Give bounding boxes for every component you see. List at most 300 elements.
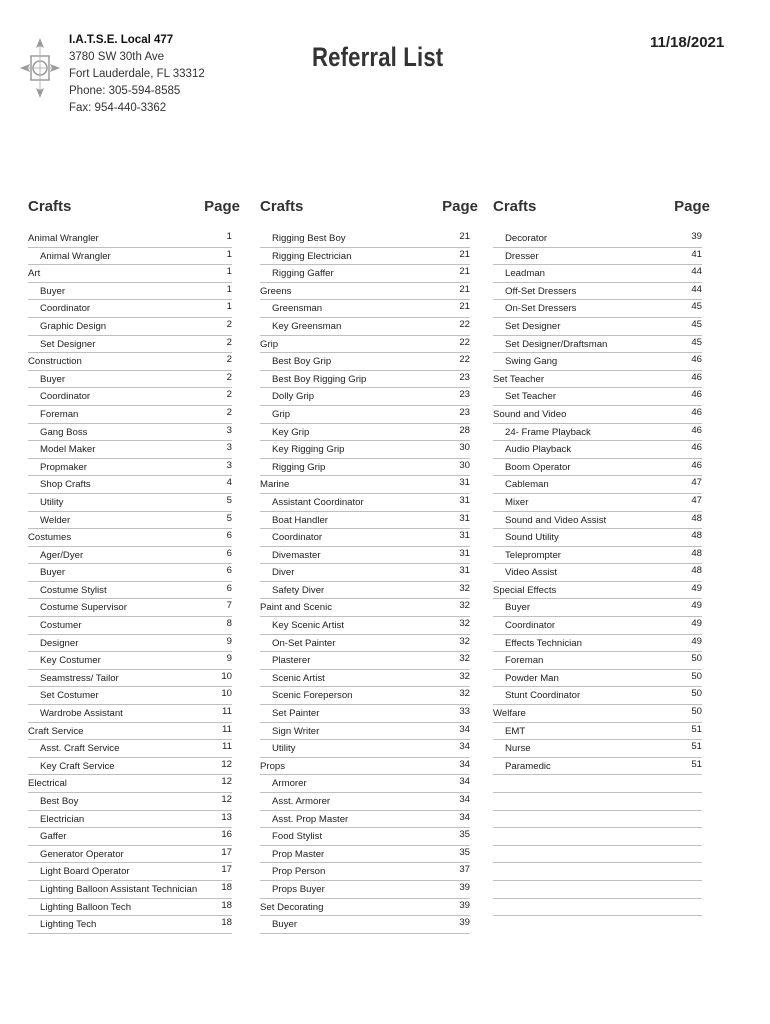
craft-label: Prop Person [272,866,326,878]
craft-row [493,670,702,688]
page-number: 12 [221,776,232,788]
craft-label: Art [28,268,41,280]
craft-row [28,388,232,406]
page-number: 23 [459,389,470,401]
craft-label: Graphic Design [40,320,107,332]
page-number: 21 [459,283,470,295]
craft-row [260,635,470,653]
page-number: 48 [691,547,702,559]
craft-row [260,388,470,406]
page-number: 41 [691,248,702,260]
craft-row [28,863,232,881]
craft-label: Cableman [505,479,549,491]
craft-row [260,687,470,705]
page-number: 46 [691,406,702,418]
craft-label: Grip [260,338,279,350]
craft-label: Asst. Armorer [272,796,331,807]
craft-label: Rigging Electrician [272,250,352,262]
craft-label: Designer [40,637,79,649]
craft-label: 24- Frame Playback [505,426,591,438]
craft-row [493,687,702,705]
craft-label: Coordinator [505,620,556,632]
craft-label: Best Boy Grip [272,356,332,368]
page-number: 51 [691,723,702,735]
page-number: 2 [226,389,232,401]
page-number: 23 [459,406,470,418]
page-number: 34 [459,776,470,788]
craft-label: Video Assist [505,567,558,579]
page-number: 48 [691,530,702,542]
crafts-heading: Crafts [260,198,304,215]
page-number: 50 [691,670,702,682]
page-number: 31 [459,547,470,559]
department-row [260,476,470,494]
page-number: 6 [226,547,232,559]
organization-info [69,32,205,117]
page-heading: Page [442,198,478,215]
page-number: 12 [221,794,232,805]
craft-label: Greens [260,285,292,297]
page-heading: Page [204,198,240,215]
craft-label: Gaffer [40,831,67,843]
craft-row [493,758,702,776]
page-number: 31 [459,530,470,542]
department-row [28,353,232,371]
page-number: 22 [459,354,470,366]
craft-label: Decorator [505,233,548,244]
page-number: 2 [226,354,232,366]
craft-label: Buyer [40,567,66,579]
craft-row [28,336,232,354]
page-number: 45 [691,301,702,313]
blank-row [493,846,702,864]
craft-label: Special Effects [493,584,557,596]
craft-label: Grip [272,408,291,420]
craft-row [28,318,232,336]
craft-row [28,564,232,582]
craft-label: Greensman [272,303,323,315]
craft-row [493,564,702,582]
craft-row [260,353,470,371]
craft-row [260,547,470,565]
craft-row [493,617,702,635]
crafts-list [28,230,232,934]
craft-row [493,300,702,318]
page-number: 34 [459,794,470,805]
craft-label: Coordinator [40,391,91,403]
craft-label: Food Stylist [272,831,323,843]
craft-row [28,916,232,934]
craft-label: Marine [260,479,290,491]
craft-row [260,617,470,635]
craft-row [493,599,702,617]
crafts-column-2 [260,196,478,931]
craft-row [493,512,702,530]
department-row [28,723,232,741]
page-number: 1 [226,248,232,260]
craft-row [493,494,702,512]
craft-label: Foreman [40,408,79,420]
page-number: 47 [691,477,702,489]
page-number: 2 [226,406,232,418]
craft-row [260,881,470,899]
craft-label: Set Designer/Draftsman [505,338,608,350]
craft-row [28,424,232,442]
page-number: 35 [459,846,470,858]
craft-row [493,230,702,248]
craft-label: Craft Service [28,725,84,737]
craft-row [260,863,470,881]
page-number: 34 [459,723,470,735]
craft-row [28,494,232,512]
department-row [493,406,702,424]
page-number: 16 [221,829,232,841]
page-title: Referral List [312,42,444,72]
page-number: 45 [691,336,702,348]
page-number: 11 [222,723,232,735]
craft-row [28,582,232,600]
craft-row [28,846,232,864]
craft-label: Powder Man [505,672,559,684]
page-number: 39 [459,881,470,893]
page-number: 32 [459,670,470,682]
craft-label: Safety Diver [272,584,325,596]
craft-label: Set Decorating [260,901,324,913]
page-number: 34 [459,758,470,770]
department-row [28,265,232,283]
department-row [260,899,470,917]
page-number: 32 [459,688,470,700]
craft-row [260,424,470,442]
page-number: 23 [459,371,470,383]
union-logo [18,36,62,100]
craft-label: Generator Operator [40,848,124,860]
page-number: 39 [459,917,470,929]
page-number: 21 [459,248,470,260]
page-number: 49 [691,635,702,647]
craft-label: Set Teacher [505,391,557,403]
craft-label: Set Designer [505,320,561,332]
craft-row [493,476,702,494]
craft-label: Sound and Video Assist [505,514,607,526]
craft-row [260,740,470,758]
org-phone: Phone: 305-594-8585 [69,85,181,97]
craft-row [260,793,470,811]
craft-row [260,300,470,318]
craft-label: Welfare [493,708,526,720]
craft-label: Set Teacher [493,373,545,385]
craft-row [493,441,702,459]
craft-label: Best Boy Rigging Grip [272,373,367,385]
craft-row [260,564,470,582]
page-number: 11 [222,741,232,753]
page-number: 6 [226,565,232,577]
page-number: 5 [226,494,232,506]
craft-label: Audio Playback [505,444,572,456]
craft-label: Buyer [40,285,66,297]
page-number: 30 [459,459,470,471]
craft-label: Prop Master [272,848,325,860]
craft-row [28,300,232,318]
page-number: 11 [222,706,232,718]
craft-label: Buyer [505,602,531,614]
craft-label: Costumes [28,532,72,544]
craft-label: Buyer [40,373,66,385]
craft-label: Boat Handler [272,514,328,526]
craft-row [260,459,470,477]
craft-label: Nurse [505,743,531,755]
craft-label: Propmaker [40,461,87,473]
column-header [28,196,240,222]
craft-row [260,828,470,846]
page-number: 3 [226,459,232,471]
craft-label: Sound and Video [493,408,567,420]
craft-label: Seamstress/ Tailor [40,672,119,684]
craft-row [28,617,232,635]
craft-row [493,248,702,266]
craft-label: Electrician [40,813,85,825]
craft-row [260,916,470,934]
craft-label: Utility [272,743,296,755]
page-number: 49 [691,600,702,612]
craft-label: Set Designer [40,338,96,350]
page-number: 48 [691,565,702,577]
page-number: 6 [226,582,232,594]
craft-label: Armorer [272,778,307,790]
blank-row [493,899,702,917]
craft-row [260,846,470,864]
department-row [260,336,470,354]
page-number: 44 [691,283,702,295]
craft-label: Welder [40,514,71,526]
craft-label: Construction [28,356,82,368]
page-number: 44 [691,266,702,278]
page-number: 50 [691,688,702,700]
craft-row [493,353,702,371]
page-number: 46 [691,424,702,436]
page-number: 32 [459,600,470,612]
page-number: 13 [221,811,232,823]
page-number: 21 [459,231,470,242]
craft-label: Animal Wrangler [40,250,111,262]
craft-label: Animal Wrangler [28,233,99,244]
page-number: 18 [221,881,232,893]
page-number: 22 [459,318,470,330]
page-number: 49 [691,618,702,630]
craft-label: Rigging Grip [272,461,326,473]
craft-label: Sound Utility [505,532,559,544]
craft-row [493,318,702,336]
craft-label: Sign Writer [272,725,320,737]
craft-label: Lighting Balloon Tech [40,901,132,913]
craft-row [28,793,232,811]
craft-label: Costume Supervisor [40,602,127,614]
craft-label: Costume Stylist [40,584,107,596]
column-header [493,196,710,222]
craft-row [28,599,232,617]
craft-row [28,635,232,653]
craft-row [28,406,232,424]
craft-label: Dresser [505,250,539,262]
craft-row [28,441,232,459]
craft-label: Key Craft Service [40,760,115,772]
craft-label: Shop Crafts [40,479,91,491]
craft-label: Key Grip [272,426,310,438]
page-number: 31 [459,512,470,524]
page-number: 4 [226,477,232,489]
department-row [493,705,702,723]
craft-row [260,529,470,547]
page-number: 12 [221,758,232,770]
page-number: 10 [221,688,232,700]
page-number: 46 [691,442,702,454]
craft-row [260,512,470,530]
page-number: 7 [226,600,232,612]
page-heading: Page [674,198,710,215]
page-number: 28 [459,424,470,436]
craft-row [260,230,470,248]
page-number: 5 [226,512,232,524]
craft-label: Electrical [28,778,67,790]
craft-row [493,459,702,477]
page-number: 32 [459,618,470,630]
page-number: 32 [459,582,470,594]
department-row [260,758,470,776]
craft-label: Scenic Artist [272,672,325,684]
department-row [493,582,702,600]
craft-row [28,512,232,530]
org-name: I.A.T.S.E. Local 477 [69,34,174,46]
craft-label: Teleprompter [505,549,561,561]
page-number: 31 [459,494,470,506]
craft-label: Lighting Balloon Assistant Technician [40,883,198,895]
craft-row [28,811,232,829]
column-header [260,196,478,222]
craft-row [493,740,702,758]
department-row [28,529,232,547]
craft-label: Leadman [505,268,546,280]
craft-label: Key Costumer [40,655,101,667]
craft-label: Paint and Scenic [260,602,332,614]
page-number: 22 [459,336,470,348]
crafts-heading: Crafts [28,198,72,215]
craft-row [260,318,470,336]
craft-label: EMT [505,725,526,737]
page-number: 1 [226,231,232,242]
page-number: 32 [459,635,470,647]
craft-row [260,371,470,389]
craft-label: Best Boy [40,796,79,807]
page-number: 45 [691,318,702,330]
page-number: 2 [226,336,232,348]
page-number: 37 [459,864,470,876]
page-number: 31 [459,565,470,577]
craft-row [493,424,702,442]
craft-label: Rigging Gaffer [272,268,334,280]
craft-label: Boom Operator [505,461,571,473]
page-number: 17 [221,846,232,858]
craft-row [260,723,470,741]
page-number: 39 [459,899,470,911]
craft-label: Divemaster [272,549,321,561]
craft-row [260,406,470,424]
page-number: 21 [459,266,470,278]
craft-label: Mixer [505,496,529,508]
craft-label: Paramedic [505,760,551,772]
department-row [28,775,232,793]
page-number: 1 [226,266,232,278]
page-number: 51 [691,741,702,753]
page-number: 31 [459,477,470,489]
page-number: 10 [221,670,232,682]
craft-row [28,476,232,494]
crafts-list [493,230,702,916]
page-number: 51 [691,758,702,770]
craft-label: Lighting Tech [40,919,97,931]
page-number: 1 [226,301,232,313]
craft-label: Model Maker [40,444,96,456]
craft-label: Set Costumer [40,690,99,702]
page-number: 3 [226,424,232,436]
craft-label: On-Set Dressers [505,303,577,315]
crafts-column-3 [493,196,710,772]
craft-row [28,758,232,776]
craft-row [260,582,470,600]
craft-label: Scenic Foreperson [272,690,353,702]
craft-label: Stunt Coordinator [505,690,581,702]
craft-row [28,248,232,266]
craft-row [493,265,702,283]
craft-label: Utility [40,496,64,508]
page-number: 18 [221,899,232,911]
page-number: 46 [691,459,702,471]
craft-row [260,811,470,829]
page-number: 6 [226,530,232,542]
blank-row [493,881,702,899]
blank-row [493,811,702,829]
craft-row [493,283,702,301]
page-number: 46 [691,354,702,366]
craft-label: Assistant Coordinator [272,496,364,508]
crafts-column-1 [28,196,240,931]
craft-row [28,459,232,477]
blank-row [493,828,702,846]
page-number: 17 [221,864,232,876]
craft-label: Set Painter [272,708,320,720]
page-number: 49 [691,582,702,594]
page-number: 2 [226,318,232,330]
blank-row [493,863,702,881]
craft-row [493,652,702,670]
page-number: 50 [691,706,702,718]
craft-label: Ager/Dyer [40,549,84,561]
craft-label: Diver [272,567,295,579]
page-number: 21 [459,301,470,313]
craft-row [493,388,702,406]
department-row [260,283,470,301]
craft-row [28,881,232,899]
page-number: 9 [226,635,232,647]
craft-row [260,494,470,512]
page-number: 46 [691,389,702,401]
craft-row [260,441,470,459]
craft-label: Light Board Operator [40,866,130,878]
page-number: 34 [459,811,470,823]
craft-row [260,705,470,723]
craft-row [28,740,232,758]
page-number: 34 [459,741,470,753]
craft-label: Buyer [272,919,298,931]
